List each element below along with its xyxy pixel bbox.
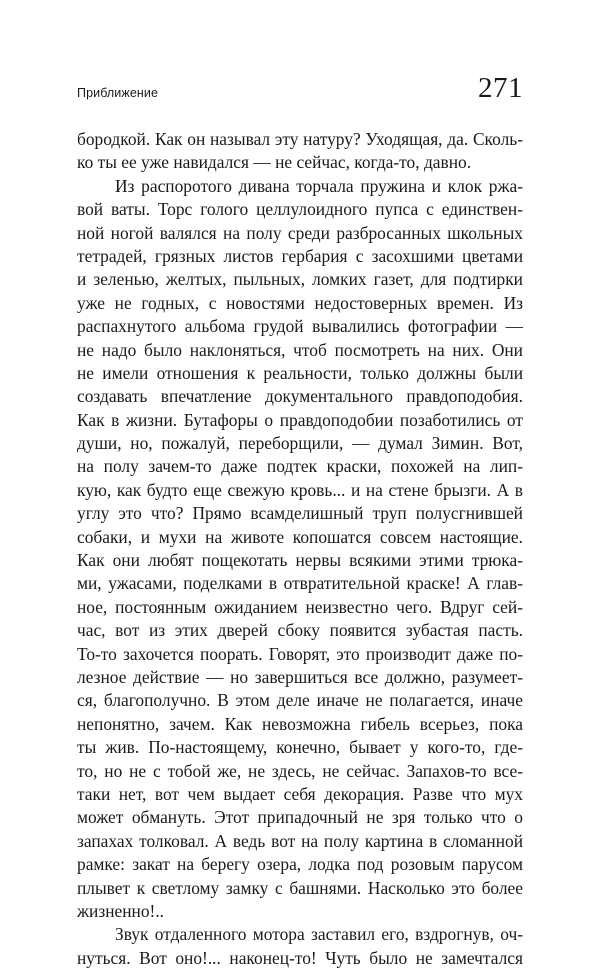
text-line: час, вот из этих дверей сбоку появится зубастая пасть. xyxy=(77,620,523,641)
text-line: То-то захочется поорать. Говорят, это производит даже по- xyxy=(77,643,523,664)
text-line: души, но, пожалуй, переборщили, — думал Зимин. Вот, xyxy=(77,433,523,454)
running-head xyxy=(77,72,523,112)
text-line: углу это что? Прямо всамделишный труп полусгнившей xyxy=(77,503,523,524)
text-line: нуться. Вот оно!... наконец-то! Чуть было не замечтался xyxy=(77,947,523,968)
text-line: и зеленью, желтых, пыльных, ломких газет, для подтирки xyxy=(77,269,523,290)
text-line: бородкой. Как он называл эту натуру? Уходящая, да. Сколь- xyxy=(77,129,523,149)
text-line: плывет к светлому замку с башнями. Насколько это более xyxy=(77,877,523,898)
running-title: Приближение xyxy=(77,86,159,100)
text-line: рамке: закат на берегу озера, лодка под розовым парусом xyxy=(77,854,523,875)
text-line: может обмануть. Этот припадочный не зря только что о xyxy=(77,807,523,828)
text-line: то, но не с тобой же, не здесь, не сейчас. Запахов-то все- xyxy=(77,760,523,781)
text-line: уже не годных, с новостями недостоверных времен. Из xyxy=(77,292,523,313)
text-line: Как они любят пощекотать нервы всякими этими трюка- xyxy=(77,550,523,571)
text-line: лезное действие — но завершиться все должно, разумеет- xyxy=(77,666,523,687)
text-line: непонятно, зачем. Как невозможна гибель всерьез, пока xyxy=(77,713,523,734)
text-line: на полу зачем-то даже подтек краски, похожей на лип- xyxy=(77,456,523,477)
text-line: ко ты ее уже навидался — не сейчас, когда-то, давно. xyxy=(77,152,472,173)
text-line: таки нет, вот чем выдает себя декорация. Разве что мух xyxy=(77,783,523,804)
text-line: создавать впечатление документального правдоподобия. xyxy=(77,386,523,407)
page-number: 271 xyxy=(478,72,523,104)
text-line: Как в жизни. Бутафоры о правдоподобии позаботились от xyxy=(77,409,523,430)
text-line: Звук отдаленного мотора заставил его, вздрогнув, оч- xyxy=(115,924,523,945)
text-line: тетрадей, грязных листов гербария с засохшими цветами xyxy=(77,245,523,266)
text-line: не надо было наклоняться, чтоб посмотреть на них. Они xyxy=(77,339,523,360)
text-line: ты жив. По-настоящему, конечно, бывает у кого-то, где- xyxy=(77,737,523,758)
text-line: жизненно!.. xyxy=(77,900,165,921)
text-line: ной ногой валялся на полу среди разбросанных школьных xyxy=(77,222,523,243)
text-line: Из распоротого дивана торчала пружина и клок ржа- xyxy=(115,175,523,196)
body-text xyxy=(77,128,523,970)
text-line: кую, как будто еще свежую кровь... и на стене брызги. А в xyxy=(77,479,523,500)
text-line: ное, постоянным ожиданием неизвестно чего. Вдруг сей- xyxy=(77,596,523,617)
text-line: запахах толковал. А ведь вот на полу картина в сломанной xyxy=(77,830,523,851)
text-line: ми, ужасами, поделками в отвратительной краске! А глав- xyxy=(77,573,523,594)
text-line: собаки, и мухи на животе копошатся совсем настоящие. xyxy=(77,526,523,547)
text-line: вой ваты. Торс голого целлулоидного пупса с единствен- xyxy=(77,199,523,220)
text-line: не имели отношения к реальности, только должны были xyxy=(77,362,523,383)
text-line: ся, благополучно. В этом деле иначе не полагается, иначе xyxy=(77,690,523,711)
text-line: распахнутого альбома грудой вывалились фотографии — xyxy=(77,316,523,337)
